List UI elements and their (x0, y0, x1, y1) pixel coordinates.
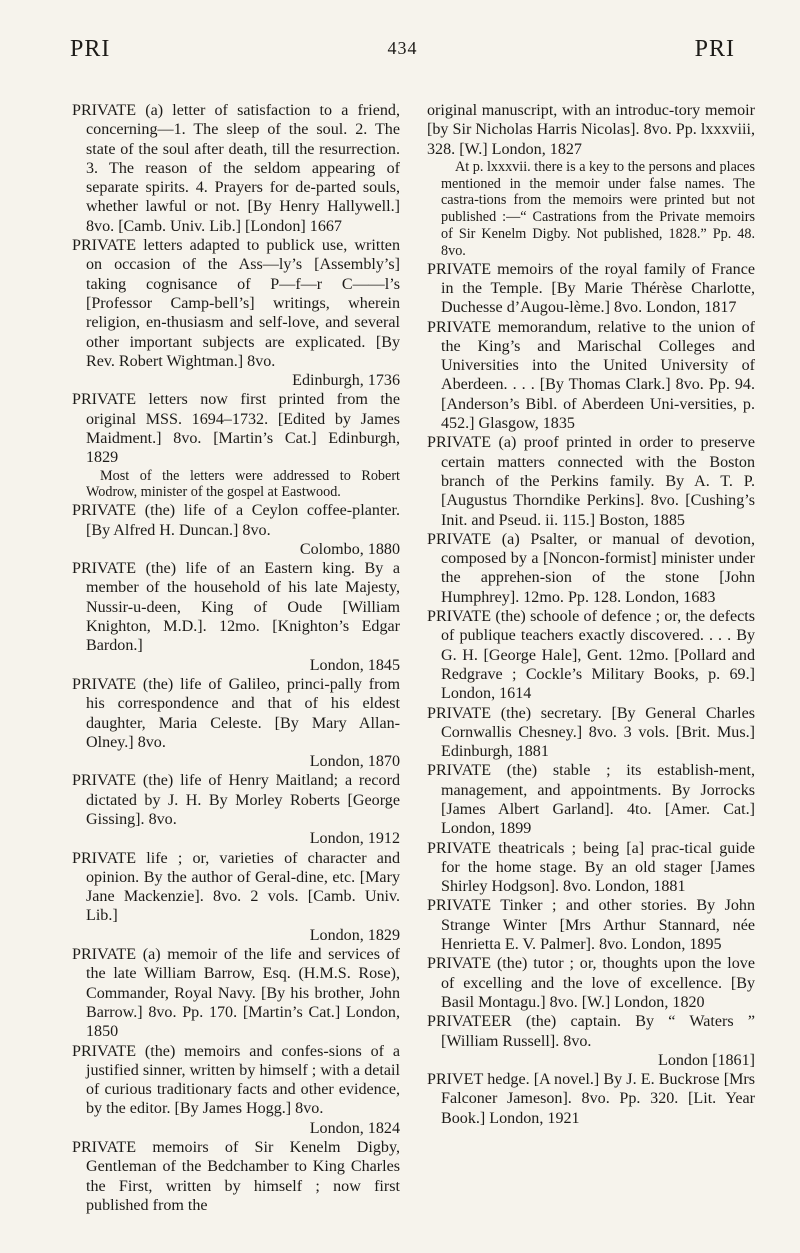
entry: PRIVATE (a) letter of satisfaction to a friend, concerning—1. The sleep of the soul. 2. The state of the soul after death, till the resurrection. 3. The reason of the seldom appearing of separate spirits. 4. Prayers for de-parted souls, whether lawful or not. [By Henry Hallywell.] 8vo. [Camb. Univ. Lib.] [London] 1667 (72, 102, 400, 235)
entry: PRIVATE (the) life of an Eastern king. By a member of the household of his late Majesty, Nussir-u-deen, King of Oude [William Knighton, M.D.]. 12mo. [Knighton’s Edgar Bardon.] London, 1845 (72, 560, 400, 674)
entry: PRIVATE life ; or, varieties of character and opinion. By the author of Geral-dine, etc. [Mary Jane Mackenzie]. 8vo. 2 vols. [Camb. Univ. Lib.] London, 1829 (72, 849, 400, 944)
entry-continuation: original manuscript, with an introduc-tory memoir [by Sir Nicholas Harris Nicolas]. 8vo. Pp. lxxxviii, 328. [W.] London, 1827 (427, 102, 755, 158)
entry: PRIVATE (a) Psalter, or manual of devotion, composed by a [Noncon-formist] minister under the apprehen-sion of the stone [John Humphrey]. 12mo. Pp. 128. London, 1683 (427, 530, 755, 606)
entry: PRIVATE letters now first printed from the original MSS. 1694–1732. [Edited by James Maidment.] 8vo. [Martin’s Cat.] Edinburgh, 1829 (72, 391, 400, 467)
entry: PRIVATE memorandum, relative to the union of the King’s and Marischal Colleges and Universities into the United University of Aberdeen. . . . [By Thomas Clark.] 8vo. Pp. 94. [Anderson’s Bibl. of Aberdeen Uni-versities, p. 452.] Glasgow, 1835 (427, 318, 755, 433)
entry: PRIVATE (the) secretary. [By General Charles Cornwallis Chesney.] 8vo. 3 vols. [Brit. Mus.] Edinburgh, 1881 (427, 704, 755, 761)
entry: PRIVATE memoirs of Sir Kenelm Digby, Gentleman of the Bedchamber to King Charles the First, written by himself ; now first published from the (72, 1139, 400, 1214)
entry-note: At p. lxxxvii. there is a key to the persons and places mentioned in the memoir under false names. The castra-tions from the memoirs were printed but not published :—“ Castrations from the Private memoirs of Sir Kenelm Digby. Not published, 1828.” Pp. 48. 8vo. (441, 158, 755, 259)
entry-note: Most of the letters were addressed to Robert Wodrow, minister of the gospel at Eastwood. (86, 467, 400, 501)
right-column (427, 101, 755, 1128)
entry: PRIVATE (the) tutor ; or, thoughts upon the love of excelling and the love of excellence. [By Basil Montagu.] 8vo. [W.] London, 1820 (427, 955, 755, 1011)
entry: PRIVATE (a) memoir of the life and services of the late William Barrow, Esq. (H.M.S. Rose), Commander, Royal Navy. [By his brother, John Barrow.] 8vo. Pp. 170. [Martin’s Cat.] London, 1850 (72, 946, 400, 1041)
left-column (72, 101, 400, 1215)
entry: PRIVATE (the) life of Galileo, princi-pally from his correspondence and that of his eldest daughter, Maria Celeste. [By Mary Allan-Olney.] 8vo. London, 1870 (72, 675, 400, 771)
entry: PRIVATE letters adapted to publick use, written on occasion of the Ass—ly’s [Assembly’s] taking cognisance of P—f—r C——l’s [Professor Camp-bell’s] writings, wherein religion, en-thusiasm and self-love, and several other important subjects are explicated. [By Rev. Robert Wightman.] 8vo. Edinburgh, 1736 (72, 237, 400, 390)
entry: PRIVATEER (the) captain. By “ Waters ” [William Russell]. 8vo. London [1861] (427, 1013, 755, 1069)
header-left: PRI (70, 36, 111, 62)
entry: PRIVATE (a) proof printed in order to preserve certain matters connected with the Boston branch of the Perkins family. By A. T. P. [Augustus Thorndike Perkins]. 8vo. [Cushing’s Init. and Pseud. ii. 115.] Boston, 1885 (427, 434, 755, 529)
entry: PRIVATE Tinker ; and other stories. By John Strange Winter [Mrs Arthur Stannard, née Henrietta E. V. Palmer]. 8vo. London, 1895 (427, 897, 755, 954)
entry: PRIVATE (the) life of a Ceylon coffee-planter. [By Alfred H. Duncan.] 8vo. Colombo, 1880 (72, 502, 400, 558)
entry: PRIVATE memoirs of the royal family of France in the Temple. [By Marie Thérèse Charlotte, Duchesse d’Augou-lème.] 8vo. London, 1817 (427, 260, 755, 317)
entry: PRIVET hedge. [A novel.] By J. E. Buckrose [Mrs Falconer Jameson]. 8vo. Pp. 320. [Lit. Year Book.] London, 1921 (427, 1071, 755, 1127)
entry: PRIVATE (the) stable ; its establish-ment, management, and appointments. By Jorrocks [James Albert Garland]. 4to. [Amer. Cat.] London, 1899 (427, 762, 755, 838)
entry: PRIVATE (the) schoole of defence ; or, the defects of publique teachers exactly discovered. . . . By G. H. [George Hale], Gent. 12mo. [Pollard and Redgrave ; Cockle’s Military Books, p. 69.] London, 1614 (427, 608, 755, 703)
entry: PRIVATE (the) memoirs and confes-sions of a justified sinner, written by himself ; with a detail of curious traditionary facts and other evidence, by the editor. [By James Hogg.] 8vo. London, 1824 (72, 1042, 400, 1137)
entry: PRIVATE (the) life of Henry Maitland; a record dictated by J. H. By Morley Roberts [George Gissing]. 8vo. London, 1912 (72, 772, 400, 848)
page-number: 434 (387, 38, 418, 58)
header-right: PRI (694, 36, 735, 62)
running-header (70, 36, 735, 66)
entry: PRIVATE theatricals ; being [a] prac-tical guide for the home stage. By an old stager [James Shirley Hodgson]. 8vo. London, 1881 (427, 839, 755, 896)
